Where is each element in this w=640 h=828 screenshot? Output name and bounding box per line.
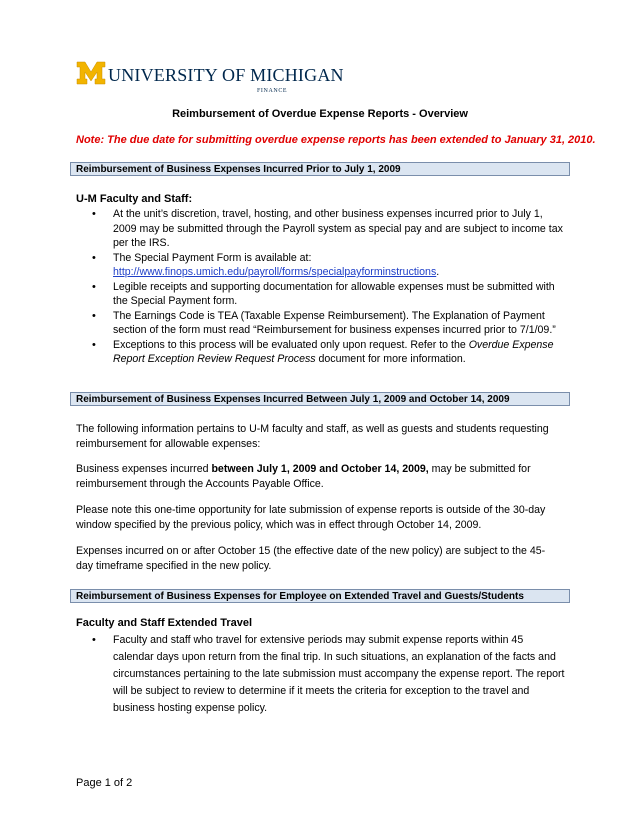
paragraph-one-time: Please note this one-time opportunity for late submission of expense reports is outside of the 30-day window specified by the previous policy, which was in effect through October 14, 2009. xyxy=(76,504,546,532)
list-item xyxy=(76,632,566,717)
paragraph-business-expenses xyxy=(76,462,560,492)
logo-wordmark: UNIVERSITY OF MICHIGAN xyxy=(108,65,344,85)
list-item xyxy=(76,309,566,338)
list-item xyxy=(76,207,566,251)
para-text: Business expenses incurred xyxy=(76,463,212,475)
section-header-extended-travel: Reimbursement of Business Expenses for Employee on Extended Travel and Guests/Students xyxy=(70,589,570,603)
bullet-text-end: . xyxy=(436,266,440,278)
bullet-text: At the unit’s discretion, travel, hosting, and other business expenses incurred prior to July 1, 2009 may be submitted through the Payroll system as special pay and are subject to income tax per the IRS. xyxy=(113,208,563,249)
section-header-prior-july: Reimbursement of Business Expenses Incurred Prior to July 1, 2009 xyxy=(70,162,570,176)
list-item xyxy=(76,280,566,309)
document-title: Reimbursement of Overdue Expense Reports - Overview xyxy=(172,108,468,120)
logo-finance-label: FINANCE xyxy=(257,88,288,94)
subheading-extended-travel: Faculty and Staff Extended Travel xyxy=(76,617,253,629)
list-item xyxy=(76,338,566,367)
paragraph-pertains: The following information pertains to U-M faculty and staff, as well as guests and students requesting reimbursement for allowable expenses: xyxy=(76,423,549,451)
date-range-emphasis: between July 1, 2009 and October 14, 2009, xyxy=(211,463,429,475)
section-header-between-dates: Reimbursement of Business Expenses Incurred Between July 1, 2009 and October 14, 2009 xyxy=(70,392,570,406)
university-logo xyxy=(76,58,344,94)
bullet-text: The Special Payment Form is available at: xyxy=(113,251,312,264)
bullet-text: Faculty and staff who travel for extensive periods may submit expense reports within 45 calendar days upon return from the final trip. In such situations, an explanation of the facts and circumstances pertaining to the late submission must accompany the expense report. The report will be subject to review to determine if it meets the criteria for exception to the travel and business hosting expense policy. xyxy=(113,634,565,714)
subheading-faculty-staff: U-M Faculty and Staff: xyxy=(76,193,193,205)
section3-bullet-list xyxy=(76,632,566,717)
due-date-note: Note: The due date for submitting overdue expense reports has been extended to January 31, 2010. xyxy=(76,134,596,146)
bullet-text: The Earnings Code is TEA (Taxable Expense Reimbursement). The Explanation of Payment section of the form must read “Reimbursement for business expenses incurred prior to 7/1/09.” xyxy=(113,309,556,336)
page-number: Page 1 of 2 xyxy=(76,777,133,789)
paragraph-new-policy: Expenses incurred on or after October 15 (the effective date of the new policy) are subject to the 45-day timeframe specified in the new policy. xyxy=(76,545,546,573)
bullet-text: Exceptions to this process will be evaluated only upon request. Refer to the xyxy=(113,338,469,351)
list-item xyxy=(76,251,566,280)
para-text-end: may be submitted for reimbursement through the Accounts Payable Office. xyxy=(76,463,531,491)
document-reference: Overdue Expense Report Exception Review Request Process xyxy=(113,338,554,365)
special-payment-form-link[interactable]: http://www.finops.umich.edu/payroll/forms/specialpayforminstructions xyxy=(113,266,437,278)
section1-bullet-list xyxy=(76,207,566,367)
block-m-logo-icon xyxy=(76,58,106,88)
bullet-text-end: document for more information. xyxy=(315,353,466,365)
bullet-text: Legible receipts and supporting documentation for allowable expenses must be submitted with the Special Payment form. xyxy=(113,280,555,307)
